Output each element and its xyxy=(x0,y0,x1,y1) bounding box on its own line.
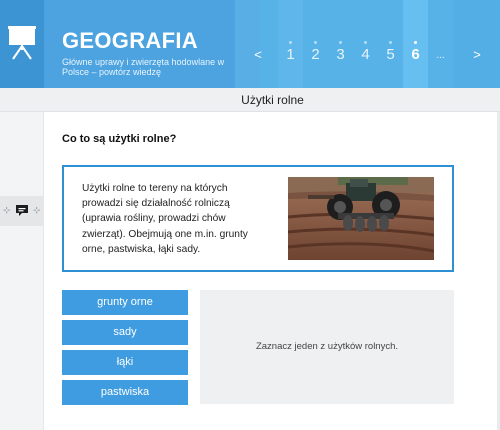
nav-page-label: 5 xyxy=(386,46,395,63)
nav-page-2[interactable] xyxy=(303,0,328,88)
answer-button-grunty-orne[interactable]: grunty orne xyxy=(62,290,188,315)
answer-button-pastwiska[interactable]: pastwiska xyxy=(62,380,188,405)
nav-dot xyxy=(314,41,317,44)
notes-tool[interactable] xyxy=(0,196,44,226)
answer-button-sady[interactable]: sady xyxy=(62,320,188,345)
info-card xyxy=(62,165,454,272)
nav-column xyxy=(235,0,260,88)
page-navigation xyxy=(235,0,500,88)
header-title-area xyxy=(44,0,235,88)
nav-page-label: ... xyxy=(436,50,445,61)
nav-dot xyxy=(389,41,392,44)
comment-icon xyxy=(15,203,29,217)
header xyxy=(0,0,500,88)
nav-page-label: 2 xyxy=(311,46,320,63)
logo-area xyxy=(0,0,44,88)
drop-zone[interactable] xyxy=(200,290,454,404)
nav-page-more[interactable] xyxy=(428,0,453,88)
nav-page-1[interactable] xyxy=(278,0,303,88)
question-text: Co to są użytki rolne? xyxy=(62,133,177,145)
page-subtitle: Główne uprawy i zwierzęta hodowlane w Polsce – powtórz wiedzę xyxy=(62,57,225,77)
nav-dot xyxy=(339,41,342,44)
nav-dot xyxy=(364,41,367,44)
presentation-board-icon xyxy=(0,0,44,88)
nav-dot xyxy=(414,41,417,44)
nav-dot xyxy=(289,41,292,44)
drag-arrow-left-icon: ⊹ xyxy=(3,205,11,215)
nav-page-3[interactable] xyxy=(328,0,353,88)
drop-zone-instruction: Zaznacz jeden z użytków rolnych. xyxy=(255,341,399,352)
nav-page-4[interactable] xyxy=(353,0,378,88)
nav-page-5[interactable] xyxy=(378,0,403,88)
drag-arrow-right-icon: ⊹ xyxy=(33,205,41,215)
nav-page-label: 1 xyxy=(286,46,295,63)
nav-page-6[interactable] xyxy=(403,0,428,88)
answer-button-laki[interactable]: łąki xyxy=(62,350,188,375)
page-title: GEOGRAFIA xyxy=(62,28,198,53)
section-title: Użytki rolne xyxy=(241,93,304,107)
nav-column xyxy=(453,0,500,88)
section-bar xyxy=(0,88,500,112)
left-rail xyxy=(0,112,44,430)
nav-page-label: 4 xyxy=(361,46,370,63)
tractor-plowing-field-photo xyxy=(288,177,434,260)
nav-page-label: 6 xyxy=(411,46,420,63)
next-page-button[interactable]: > xyxy=(473,47,481,62)
nav-page-label: 3 xyxy=(336,46,345,63)
prev-page-button[interactable]: < xyxy=(254,47,262,62)
info-text: Użytki rolne to tereny na których prowadzi się działalność rolniczą (uprawia rośliny, prowadzi chów zwierząt). Obejmują one m.in. grunty orne, pastwiska, łąki sady. xyxy=(82,183,248,255)
